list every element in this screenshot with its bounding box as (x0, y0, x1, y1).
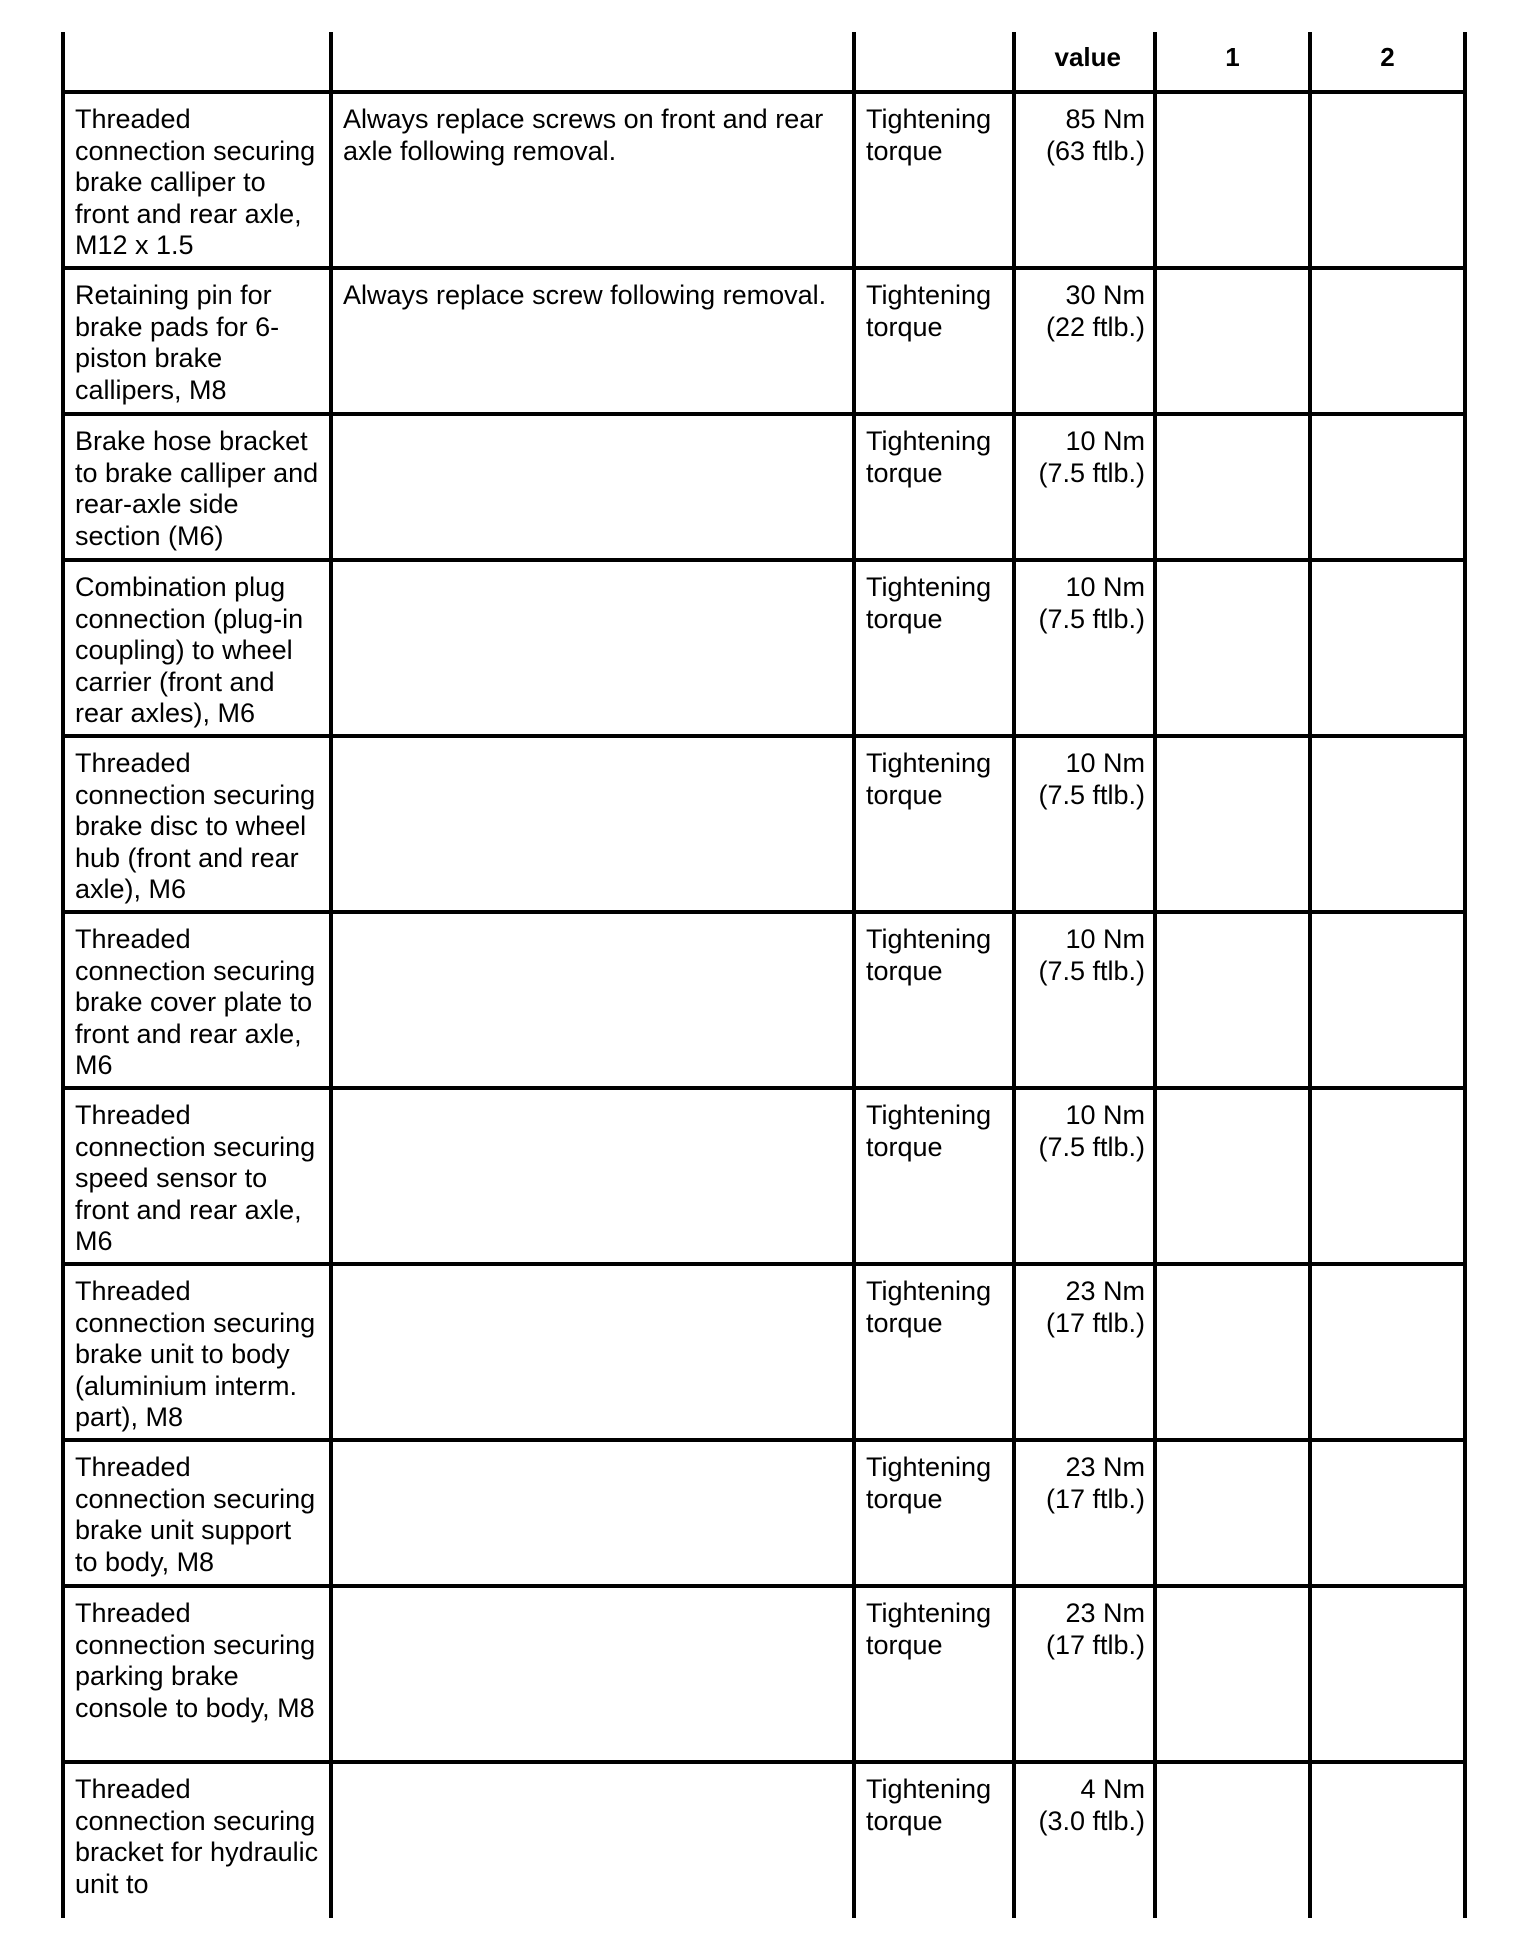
cell-note (331, 1586, 854, 1762)
value-nm: 23 Nm (1065, 1452, 1145, 1482)
value-ftlb: (17 ftlb.) (1045, 1307, 1145, 1338)
cell-col-2 (1310, 560, 1465, 736)
cell-value (1014, 1440, 1155, 1586)
table-row (63, 1586, 1465, 1762)
cell-component: Threaded connection securing brake calliper to front and rear axle, M12 x 1.5 (63, 92, 331, 268)
value-ftlb: (17 ftlb.) (1045, 1629, 1145, 1660)
cell-note (331, 1088, 854, 1264)
cell-note (331, 414, 854, 560)
cell-col-1 (1155, 268, 1310, 414)
header-col-2: 2 (1310, 32, 1465, 92)
cell-component: Retaining pin for brake pads for 6-piston brake callipers, M8 (63, 268, 331, 414)
cell-type: Tightening torque (854, 92, 1014, 268)
cell-col-2 (1310, 92, 1465, 268)
value-ftlb: (7.5 ftlb.) (1038, 1131, 1145, 1162)
cell-value (1014, 92, 1155, 268)
value-nm: 10 Nm (1065, 748, 1145, 778)
cell-col-1 (1155, 1264, 1310, 1440)
cell-type: Tightening torque (854, 736, 1014, 912)
cell-component: Threaded connection securing parking brake console to body, M8 (63, 1586, 331, 1762)
cell-value (1014, 1088, 1155, 1264)
cell-col-1 (1155, 414, 1310, 560)
cell-type: Tightening torque (854, 560, 1014, 736)
cell-value (1014, 268, 1155, 414)
cell-col-2 (1310, 1762, 1465, 1918)
header-col-1: 1 (1155, 32, 1310, 92)
cell-col-1 (1155, 1440, 1310, 1586)
value-ftlb: (7.5 ftlb.) (1038, 955, 1145, 986)
cell-type: Tightening torque (854, 1264, 1014, 1440)
cell-col-2 (1310, 1264, 1465, 1440)
cell-col-2 (1310, 1440, 1465, 1586)
cell-col-2 (1310, 736, 1465, 912)
cell-note: Always replace screws on front and rear axle following removal. (331, 92, 854, 268)
value-nm: 10 Nm (1065, 572, 1145, 602)
value-ftlb: (63 ftlb.) (1045, 135, 1145, 166)
value-nm: 10 Nm (1065, 924, 1145, 954)
cell-type: Tightening torque (854, 414, 1014, 560)
cell-col-1 (1155, 736, 1310, 912)
value-nm: 10 Nm (1065, 1100, 1145, 1130)
cell-component: Threaded connection securing bracket for hydraulic unit to (63, 1762, 331, 1918)
header-component (63, 32, 331, 92)
value-ftlb: (3.0 ftlb.) (1038, 1805, 1145, 1836)
table-row (63, 1088, 1465, 1264)
cell-col-2 (1310, 414, 1465, 560)
cell-note (331, 1762, 854, 1918)
value-ftlb: (7.5 ftlb.) (1038, 603, 1145, 634)
header-type (854, 32, 1014, 92)
cell-component: Threaded connection securing speed sensor to front and rear axle, M6 (63, 1088, 331, 1264)
value-nm: 30 Nm (1065, 280, 1145, 310)
cell-value (1014, 560, 1155, 736)
header-value: value (1014, 32, 1155, 92)
table-row (63, 1264, 1465, 1440)
cell-note (331, 1264, 854, 1440)
cell-col-2 (1310, 1586, 1465, 1762)
table-header-row (63, 32, 1465, 92)
value-nm: 4 Nm (1080, 1774, 1145, 1804)
cell-component: Threaded connection securing brake disc to wheel hub (front and rear axle), M6 (63, 736, 331, 912)
table-row (63, 414, 1465, 560)
value-ftlb: (22 ftlb.) (1045, 311, 1145, 342)
cell-value (1014, 912, 1155, 1088)
cell-value (1014, 736, 1155, 912)
value-nm: 23 Nm (1065, 1276, 1145, 1306)
table-row (63, 560, 1465, 736)
cell-component: Brake hose bracket to brake calliper and rear-axle side section (M6) (63, 414, 331, 560)
value-ftlb: (17 ftlb.) (1045, 1483, 1145, 1514)
cell-note (331, 736, 854, 912)
cell-value (1014, 414, 1155, 560)
cell-note (331, 1440, 854, 1586)
cell-type: Tightening torque (854, 268, 1014, 414)
cell-type: Tightening torque (854, 912, 1014, 1088)
cell-col-2 (1310, 912, 1465, 1088)
cell-note: Always replace screw following removal. (331, 268, 854, 414)
cell-col-1 (1155, 912, 1310, 1088)
header-note (331, 32, 854, 92)
table-row (63, 268, 1465, 414)
cell-col-1 (1155, 1088, 1310, 1264)
table-row (63, 736, 1465, 912)
table-row (63, 92, 1465, 268)
cell-col-2 (1310, 1088, 1465, 1264)
cell-component: Threaded connection securing brake cover plate to front and rear axle, M6 (63, 912, 331, 1088)
table-row (63, 1762, 1465, 1918)
cell-type: Tightening torque (854, 1586, 1014, 1762)
cell-col-1 (1155, 560, 1310, 736)
cell-type: Tightening torque (854, 1762, 1014, 1918)
cell-value (1014, 1586, 1155, 1762)
cell-col-2 (1310, 268, 1465, 414)
cell-col-1 (1155, 1586, 1310, 1762)
value-ftlb: (7.5 ftlb.) (1038, 779, 1145, 810)
table-row (63, 912, 1465, 1088)
cell-type: Tightening torque (854, 1088, 1014, 1264)
value-nm: 10 Nm (1065, 426, 1145, 456)
cell-note (331, 912, 854, 1088)
value-nm: 23 Nm (1065, 1598, 1145, 1628)
cell-component: Combination plug connection (plug-in coupling) to wheel carrier (front and rear axles), M6 (63, 560, 331, 736)
value-nm: 85 Nm (1065, 104, 1145, 134)
cell-component: Threaded connection securing brake unit support to body, M8 (63, 1440, 331, 1586)
cell-col-1 (1155, 1762, 1310, 1918)
cell-type: Tightening torque (854, 1440, 1014, 1586)
cell-component: Threaded connection securing brake unit to body (aluminium interm. part), M8 (63, 1264, 331, 1440)
cell-value (1014, 1762, 1155, 1918)
cell-col-1 (1155, 92, 1310, 268)
torque-spec-table (61, 32, 1467, 1918)
value-ftlb: (7.5 ftlb.) (1038, 457, 1145, 488)
cell-value (1014, 1264, 1155, 1440)
cell-note (331, 560, 854, 736)
table-row (63, 1440, 1465, 1586)
